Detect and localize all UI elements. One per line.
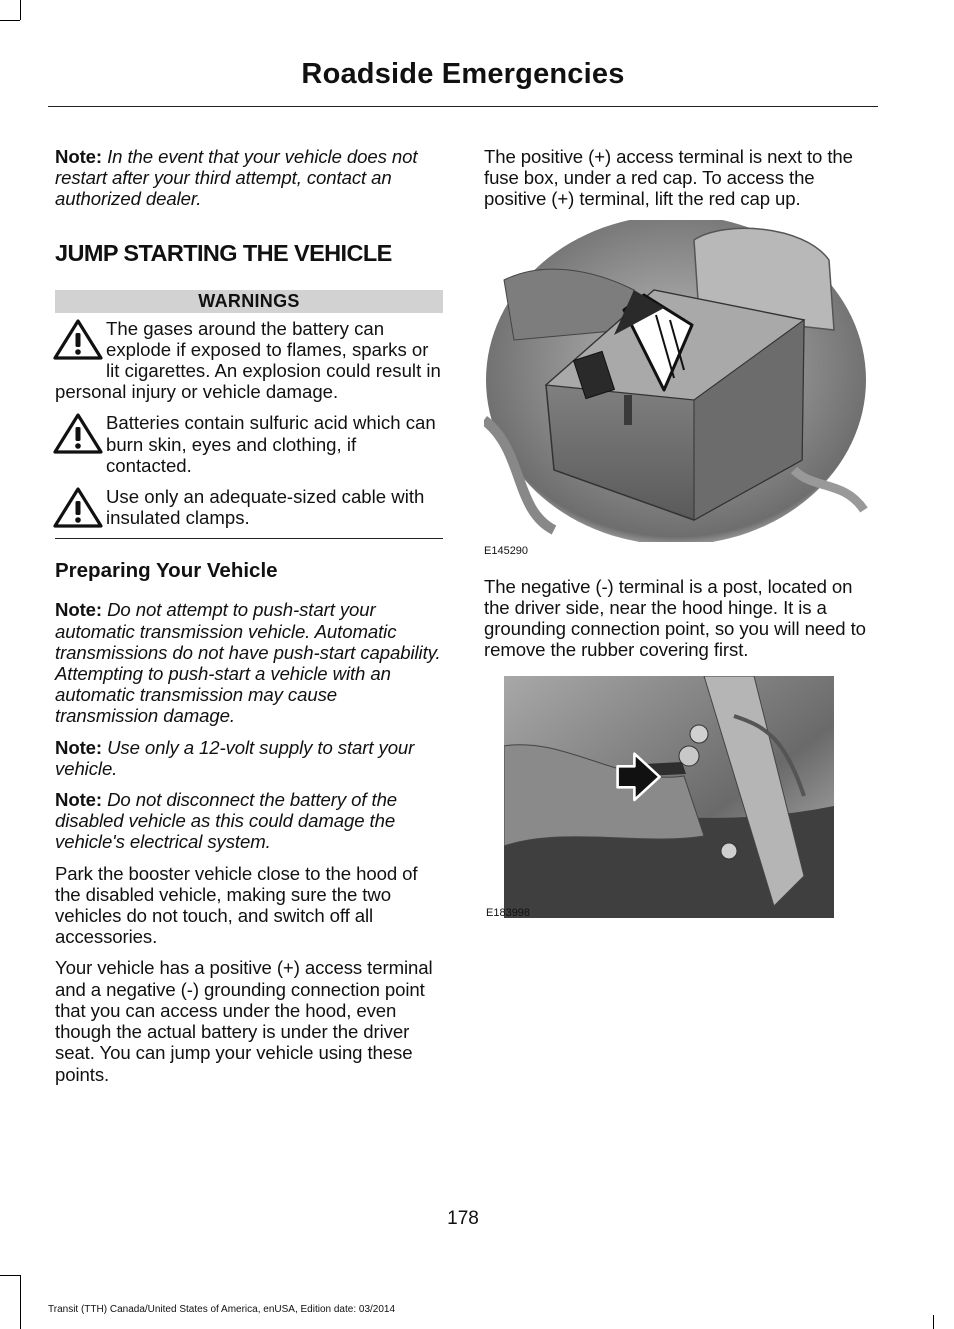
- warning-triangle-icon: [52, 486, 104, 530]
- crop-mark: [20, 1275, 21, 1329]
- page-title: Roadside Emergencies: [301, 58, 625, 90]
- figure-fuse-box: [484, 220, 876, 560]
- note-push-start: Note: Do not attempt to push-start your automatic transmission vehicle. Automatic transmissions do not have push-start capability. Attempting to push-start a vehicle with an automatic transmission may cause transmission damage.: [55, 599, 441, 727]
- warnings-header: WARNINGS: [55, 290, 443, 313]
- title-divider: [48, 106, 878, 107]
- figure-code: E183998: [486, 907, 531, 920]
- note-disconnect: Note: Do not disconnect the battery of the disabled vehicle as this could damage the vehicle's electrical system.: [55, 789, 398, 853]
- note-12-volt: Note: Use only a 12-volt supply to start your vehicle.: [55, 736, 415, 779]
- fuse-box-illustration: [484, 220, 876, 542]
- crop-mark: [933, 1315, 934, 1329]
- crop-mark: [20, 0, 21, 20]
- subsection-title: Preparing Your Vehicle: [55, 559, 278, 583]
- right-column: [484, 146, 876, 926]
- paragraph-terminals: Your vehicle has a positive (+) access terminal and a negative (-) grounding connection point that you can access under the hood, even though the actual battery is under the driver seat. You can jump your vehicle using these points.: [55, 957, 433, 1085]
- left-column: [55, 146, 443, 1095]
- paragraph-park: Park the booster vehicle close to the hood of the disabled vehicle, making sure the two vehicles do not touch, and switch off all accessories.: [55, 862, 418, 948]
- footer-edition: Transit (TTH) Canada/United States of America, enUSA, Edition date: 03/2014: [48, 1304, 396, 1315]
- crop-mark: [0, 1275, 20, 1276]
- note-restart: Note: In the event that your vehicle does not restart after your third attempt, contact an authorized dealer.: [55, 146, 418, 210]
- page-number: 178: [447, 1208, 479, 1229]
- warning-item: The gases around the battery can explode if exposed to flames, sparks or lit cigarettes. An explosion could result in personal injury or vehicle damage.: [55, 318, 443, 403]
- ground-post-illustration: [504, 676, 834, 918]
- warning-triangle-icon: [52, 412, 104, 456]
- crop-mark: [0, 20, 20, 21]
- paragraph-positive-terminal: The positive (+) access terminal is next to the fuse box, under a red cap. To access the positive (+) terminal, lift the red cap up.: [484, 146, 853, 210]
- figure-ground-post: [484, 676, 876, 926]
- warning-item: Batteries contain sulfuric acid which can burn skin, eyes and clothing, if contacted.: [55, 412, 443, 476]
- warning-triangle-icon: [52, 318, 104, 362]
- figure-code: E145290: [484, 544, 529, 557]
- warnings-divider: [55, 538, 443, 539]
- warning-item: Use only an adequate-sized cable with insulated clamps.: [55, 486, 443, 528]
- section-title: JUMP STARTING THE VEHICLE: [55, 239, 392, 266]
- paragraph-negative-terminal: The negative (-) terminal is a post, located on the driver side, near the hood hinge. It is a grounding connection point, so you will need to remove the rubber covering first.: [484, 575, 866, 661]
